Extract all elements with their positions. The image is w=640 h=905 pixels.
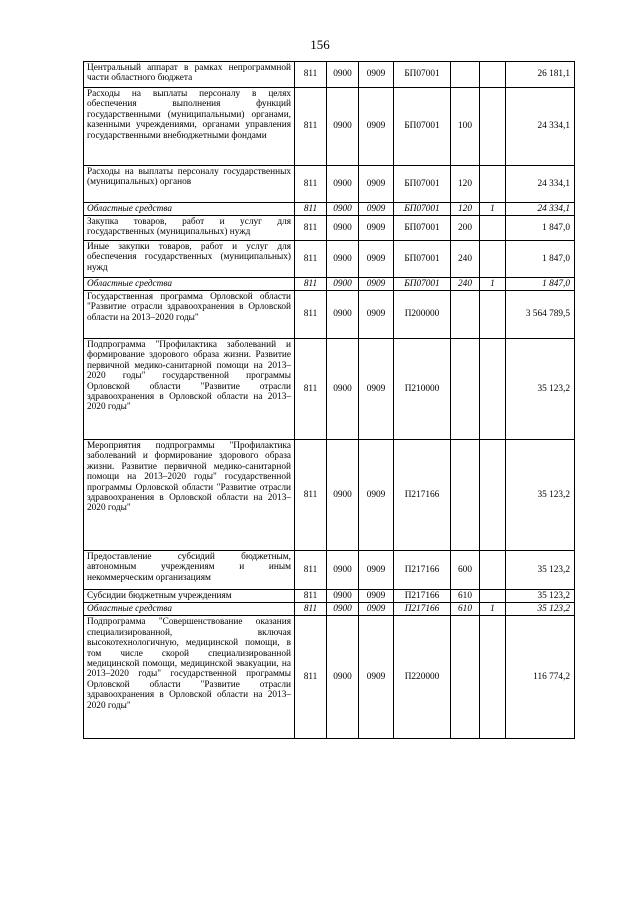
cell-name: Подпрограмма "Профилактика заболеваний и формирование здорового образа жизни. Развитие первичной медико-санитарной помощи на 2013–2020 годы" государственной программы Орловской области "Развитие отрасли здравоохранения в Орловской области на 2013–2020 годы": [84, 339, 295, 440]
cell-vr: 240: [451, 241, 480, 278]
table-row: [84, 241, 575, 278]
cell-pr: 0909: [359, 166, 394, 203]
cell-csr: БП07001: [394, 203, 451, 216]
cell-name: Подпрограмма "Совершенствование оказания специализированной, включая высокотехнологичную, медицинской помощи, в том числе скорой специализированной медицинской помощи, медицинской эвакуации, на 2013–2020 годы" государственной программы Орловской области "Развитие отрасли здравоохранения в Орловской области на 2013–2020 годы": [84, 616, 295, 739]
cell-pr: 0909: [359, 291, 394, 339]
cell-gr: 811: [295, 551, 327, 590]
cell-csr: П217166: [394, 603, 451, 616]
cell-vr: 200: [451, 216, 480, 241]
cell-src: [480, 88, 506, 166]
cell-pr: 0909: [359, 603, 394, 616]
cell-gr: 811: [295, 241, 327, 278]
cell-csr: П220000: [394, 616, 451, 739]
cell-name: Расходы на выплаты персоналу в целях обеспечения выполнения функций государственными (муниципальными) органами, казенными учреждениями, органами управления государственными внебюджетными фондами: [84, 88, 295, 166]
cell-name: Предоставление субсидий бюджетным, автономным учреждениям и иным некоммерческим организациям: [84, 551, 295, 590]
cell-sum: 35 123,2: [506, 590, 575, 603]
cell-src: [480, 339, 506, 440]
cell-gr: 811: [295, 203, 327, 216]
cell-csr: П217166: [394, 590, 451, 603]
cell-csr: БП07001: [394, 216, 451, 241]
cell-gr: 811: [295, 616, 327, 739]
cell-csr: БП07001: [394, 166, 451, 203]
cell-vr: 240: [451, 278, 480, 291]
cell-vr: 600: [451, 551, 480, 590]
cell-rz: 0900: [327, 551, 359, 590]
cell-src: [480, 551, 506, 590]
cell-src: [480, 62, 506, 88]
cell-src: 1: [480, 278, 506, 291]
cell-csr: БП07001: [394, 62, 451, 88]
cell-sum: 24 334,1: [506, 88, 575, 166]
cell-sum: 35 123,2: [506, 551, 575, 590]
cell-rz: 0900: [327, 241, 359, 278]
cell-rz: 0900: [327, 291, 359, 339]
cell-sum: 26 181,1: [506, 62, 575, 88]
cell-name: Расходы на выплаты персоналу государственных (муниципальных) органов: [84, 166, 295, 203]
cell-vr: 610: [451, 603, 480, 616]
cell-rz: 0900: [327, 216, 359, 241]
table-row: [84, 590, 575, 603]
cell-csr: П210000: [394, 339, 451, 440]
cell-src: [480, 616, 506, 739]
cell-gr: 811: [295, 62, 327, 88]
cell-gr: 811: [295, 603, 327, 616]
cell-csr: БП07001: [394, 278, 451, 291]
cell-vr: 120: [451, 166, 480, 203]
cell-vr: [451, 339, 480, 440]
cell-vr: 610: [451, 590, 480, 603]
cell-rz: 0900: [327, 590, 359, 603]
cell-gr: 811: [295, 339, 327, 440]
cell-src: [480, 590, 506, 603]
cell-pr: 0909: [359, 278, 394, 291]
cell-pr: 0909: [359, 590, 394, 603]
table-row: [84, 339, 575, 440]
cell-vr: [451, 616, 480, 739]
table-row: [84, 166, 575, 203]
cell-rz: 0900: [327, 203, 359, 216]
table-row: [84, 216, 575, 241]
budget-table-body: [84, 62, 575, 739]
cell-src: [480, 241, 506, 278]
cell-gr: 811: [295, 216, 327, 241]
cell-rz: 0900: [327, 603, 359, 616]
cell-pr: 0909: [359, 203, 394, 216]
cell-pr: 0909: [359, 551, 394, 590]
table-row: [84, 203, 575, 216]
cell-rz: 0900: [327, 278, 359, 291]
cell-src: 1: [480, 203, 506, 216]
cell-pr: 0909: [359, 216, 394, 241]
table-row: [84, 551, 575, 590]
cell-rz: 0900: [327, 339, 359, 440]
cell-src: [480, 166, 506, 203]
cell-gr: 811: [295, 278, 327, 291]
cell-sum: 35 123,2: [506, 603, 575, 616]
table-row: [84, 440, 575, 551]
cell-sum: 3 564 789,5: [506, 291, 575, 339]
cell-sum: 116 774,2: [506, 616, 575, 739]
cell-name: Субсидии бюджетным учреждениям: [84, 590, 295, 603]
cell-vr: 120: [451, 203, 480, 216]
cell-rz: 0900: [327, 166, 359, 203]
cell-pr: 0909: [359, 616, 394, 739]
cell-gr: 811: [295, 166, 327, 203]
cell-pr: 0909: [359, 241, 394, 278]
cell-src: [480, 440, 506, 551]
cell-vr: [451, 62, 480, 88]
cell-sum: 1 847,0: [506, 278, 575, 291]
cell-pr: 0909: [359, 62, 394, 88]
cell-csr: П217166: [394, 551, 451, 590]
cell-vr: [451, 440, 480, 551]
table-row: [84, 616, 575, 739]
cell-gr: 811: [295, 590, 327, 603]
cell-vr: [451, 291, 480, 339]
table-row: [84, 291, 575, 339]
cell-rz: 0900: [327, 88, 359, 166]
cell-csr: П200000: [394, 291, 451, 339]
cell-src: [480, 216, 506, 241]
cell-sum: 35 123,2: [506, 440, 575, 551]
cell-name: Закупка товаров, работ и услуг для государственных (муниципальных) нужд: [84, 216, 295, 241]
cell-rz: 0900: [327, 616, 359, 739]
table-row: [84, 62, 575, 88]
cell-sum: 1 847,0: [506, 241, 575, 278]
cell-gr: 811: [295, 291, 327, 339]
cell-sum: 24 334,1: [506, 203, 575, 216]
cell-src: [480, 291, 506, 339]
cell-pr: 0909: [359, 440, 394, 551]
page-number: 156: [310, 37, 330, 52]
cell-name: Иные закупки товаров, работ и услуг для обеспечения государственных (муниципальных) нужд: [84, 241, 295, 278]
cell-name: Областные средства: [84, 278, 295, 291]
cell-csr: БП07001: [394, 88, 451, 166]
cell-src: 1: [480, 603, 506, 616]
cell-name: Государственная программа Орловской области "Развитие отрасли здравоохранения в Орловской области на 2013–2020 годы": [84, 291, 295, 339]
cell-name: Мероприятия подпрограммы "Профилактика заболеваний и формирование здорового образа жизни. Развитие первичной медико-санитарной помощи на 2013–2020 годы" государственной программы Орловской области "Развитие отрасли здравоохранения в Орловской области на 2013–2020 годы": [84, 440, 295, 551]
cell-sum: 1 847,0: [506, 216, 575, 241]
cell-sum: 24 334,1: [506, 166, 575, 203]
cell-gr: 811: [295, 88, 327, 166]
cell-rz: 0900: [327, 440, 359, 551]
cell-name: Областные средства: [84, 203, 295, 216]
cell-gr: 811: [295, 440, 327, 551]
cell-sum: 35 123,2: [506, 339, 575, 440]
cell-name: Областные средства: [84, 603, 295, 616]
budget-table: [83, 61, 575, 739]
table-row: [84, 603, 575, 616]
cell-pr: 0909: [359, 88, 394, 166]
table-row: [84, 278, 575, 291]
cell-vr: 100: [451, 88, 480, 166]
cell-csr: БП07001: [394, 241, 451, 278]
cell-pr: 0909: [359, 339, 394, 440]
table-row: [84, 88, 575, 166]
cell-rz: 0900: [327, 62, 359, 88]
cell-csr: П217166: [394, 440, 451, 551]
cell-name: Центральный аппарат в рамках непрограммной части областного бюджета: [84, 62, 295, 88]
